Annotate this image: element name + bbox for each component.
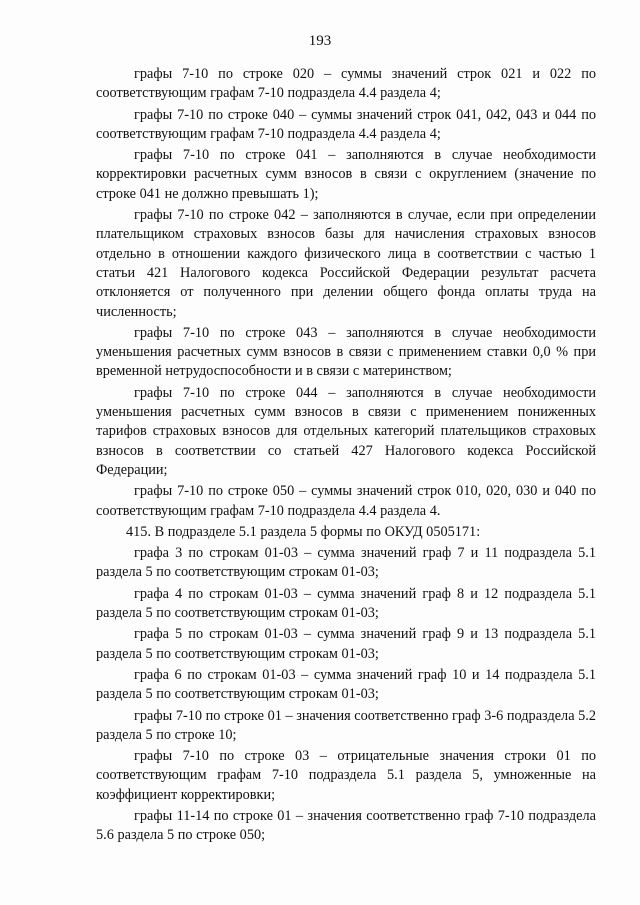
paragraph: графа 4 по строкам 01-03 – сумма значений граф 8 и 12 подраздела 5.1 раздела 5 по соответствующим строкам 01-03;	[96, 585, 596, 622]
paragraph: графы 7-10 по строке 044 – заполняются в случае необходимости уменьшения расчетных сумм взносов в связи с применением пониженных тарифов страховых взносов для отдельных категорий плательщиков страховых взносов в соответствии со статьей 427 Налогового кодекса Российской Федерации;	[96, 384, 596, 478]
paragraph: графа 3 по строкам 01-03 – сумма значений граф 7 и 11 подраздела 5.1 раздела 5 по соответствующим строкам 01-03;	[96, 545, 596, 581]
paragraph: графы 7-10 по строке 040 – суммы значений строк 041, 042, 043 и 044 по соответствующим графам 7-10 подраздела 4.4 раздела 4;	[96, 106, 596, 142]
section-item-415: 415. В подразделе 5.1 раздела 5 формы по ОКУД 0505171:	[126, 523, 481, 540]
paragraph: графы 7-10 по строке 041 – заполняются в случае необходимости корректировки расчетных сумм взносов в связи с округлением (значение по строке 041 не должно превышать 1);	[96, 147, 596, 202]
paragraph: графы 7-10 по строке 050 – суммы значений строк 010, 020, 030 и 040 по соответствующим графам 7-10 подраздела 4.4 раздела 4.	[96, 483, 596, 519]
paragraph: графа 5 по строкам 01-03 – сумма значений граф 9 и 13 подраздела 5.1 раздела 5 по соответствующим строкам 01-03;	[96, 626, 596, 662]
paragraph: графы 7-10 по строке 01 – значения соответственно граф 3-6 подраздела 5.2 раздела 5 по строке 10;	[96, 707, 596, 743]
paragraph: графы 7-10 по строке 042 – заполняются в случае, если при определении плательщиком страховых взносов базы для начисления страховых взносов отдельно в отношении каждого физического лица в соответствии с частью 1 статьи 421 Налогового кодекса Российской Федерации результат расчета отклоняется от полученного при делении общего фонда оплаты труда на численность;	[96, 207, 596, 320]
paragraph: графы 11-14 по строке 01 – значения соответственно граф 7-10 подраздела 5.6 раздела 5 по строке 050;	[96, 807, 596, 844]
paragraph: графы 7-10 по строке 020 – суммы значений строк 021 и 022 по соответствующим графам 7-10 подраздела 4.4 раздела 4;	[96, 66, 596, 102]
paragraph: графы 7-10 по строке 03 – отрицательные значения строки 01 по соответствующим графам 7-10 подраздела 5.1 раздела 5, умноженные на коэффициент корректировки;	[96, 748, 596, 803]
paragraph: графы 7-10 по строке 043 – заполняются в случае необходимости уменьшения расчетных сумм взносов в связи с применением ставки 0,0 % при временной нетрудоспособности и в связи с материнством;	[96, 324, 596, 380]
page-number: 193	[308, 33, 332, 49]
document-body	[96, 65, 596, 848]
paragraph: графа 6 по строкам 01-03 – сумма значений граф 10 и 14 подраздела 5.1 раздела 5 по соответствующим строкам 01-03;	[96, 666, 596, 703]
